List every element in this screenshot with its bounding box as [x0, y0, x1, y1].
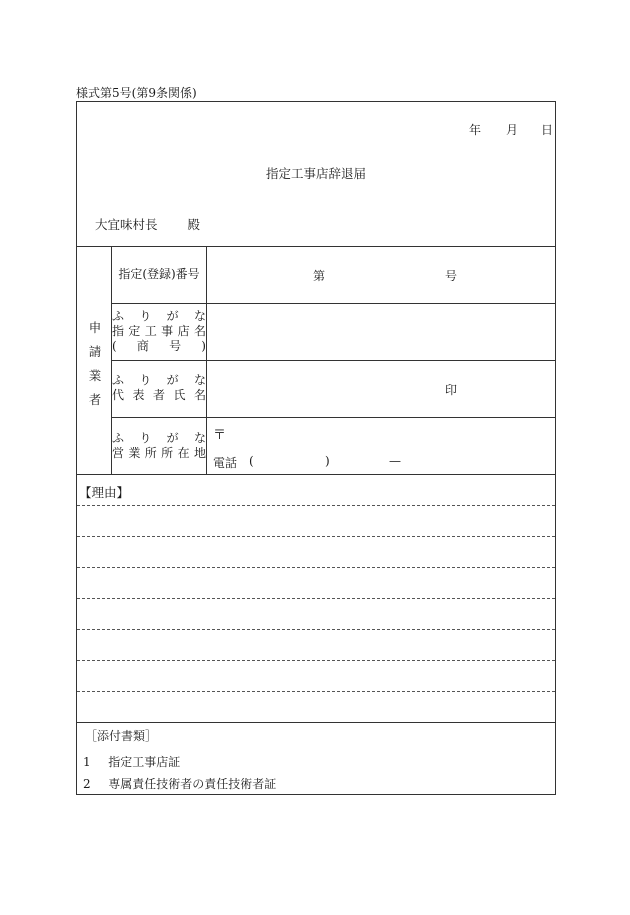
- label-char: 号: [169, 339, 182, 353]
- addressee-name: 大宜味村長: [95, 217, 158, 232]
- form-frame: [76, 101, 556, 795]
- reason-line: [77, 691, 555, 692]
- addressee: [95, 215, 200, 233]
- reg-number-suffix: 号: [445, 269, 458, 283]
- reason-line: [77, 598, 555, 599]
- date-day-label: 日: [541, 123, 554, 137]
- label-row: [112, 446, 206, 461]
- label-char: 所: [144, 446, 157, 460]
- label-char: 店: [177, 324, 190, 338]
- phone-paren-close: ): [325, 454, 330, 468]
- attachments-title: ［添付書類］: [85, 729, 158, 743]
- reason-line: [77, 629, 555, 630]
- reg-number-label: 指定(登録)番号: [118, 267, 200, 281]
- furigana-row: [112, 309, 206, 324]
- reason-header: 【理由】: [79, 485, 130, 500]
- trade-name-row: [112, 339, 206, 354]
- label-char: 者: [152, 388, 165, 402]
- label-char: 工: [144, 324, 157, 338]
- label-char: 名: [193, 324, 206, 338]
- attachment-item: [83, 753, 180, 770]
- addressee-honorific: 殿: [187, 217, 200, 232]
- seal-mark: 印: [445, 383, 458, 397]
- furigana-char: な: [193, 309, 206, 323]
- furigana-row: [112, 373, 206, 388]
- table-top-line: [77, 246, 555, 247]
- attachment-text: 指定工事店証: [108, 755, 181, 769]
- shop-name-label: [112, 309, 206, 354]
- label-char: 定: [128, 324, 141, 338]
- label-char: 事: [161, 324, 174, 338]
- applicant-char: 業: [88, 368, 102, 383]
- attachment-number: 1: [83, 755, 91, 769]
- date-year-label: 年: [469, 123, 482, 137]
- label-char: 業: [128, 446, 141, 460]
- label-char: 代: [112, 388, 125, 402]
- furigana-char: ふ: [112, 431, 125, 445]
- label-char: 所: [161, 446, 174, 460]
- furigana-char: り: [139, 373, 152, 387]
- reg-number-prefix: 第: [313, 269, 326, 283]
- attachment-text: 専属責任技術者の責任技術者証: [108, 777, 277, 791]
- furigana-char: が: [166, 373, 179, 387]
- label-char: 表: [132, 388, 145, 402]
- furigana-char: な: [193, 431, 206, 445]
- reason-line: [77, 536, 555, 537]
- representative-label: [112, 373, 206, 403]
- label-row: [112, 324, 206, 339]
- phone-label: 電話: [213, 456, 238, 470]
- reason-line: [77, 567, 555, 568]
- phone-dash: —: [389, 454, 401, 468]
- attachment-item: [83, 775, 276, 792]
- label-char: 地: [193, 446, 206, 460]
- form-number-label: 様式第5号(第9条関係): [76, 86, 197, 100]
- attachment-number: 2: [83, 777, 91, 791]
- reason-line: [77, 660, 555, 661]
- row-divider: [112, 360, 555, 361]
- attachments-divider: [77, 722, 555, 723]
- label-char: 在: [177, 446, 190, 460]
- paren-open: (: [112, 339, 117, 353]
- furigana-char: ふ: [112, 309, 125, 323]
- table-bottom-line: [77, 474, 555, 475]
- label-char: 名: [193, 388, 206, 402]
- column-divider: [206, 246, 207, 474]
- furigana-char: が: [166, 309, 179, 323]
- label-char: 指: [112, 324, 125, 338]
- reason-line: [77, 505, 555, 506]
- postal-mark: 〒: [213, 428, 227, 443]
- label-char: 営: [112, 446, 125, 460]
- office-address-label: [112, 431, 206, 461]
- applicant-char: 者: [88, 392, 102, 407]
- phone-paren-open: (: [249, 454, 254, 468]
- label-char: 氏: [173, 388, 186, 402]
- paren-close: ): [201, 339, 206, 353]
- document-title: 指定工事店辞退届: [265, 166, 366, 181]
- furigana-char: が: [166, 431, 179, 445]
- row-divider: [112, 303, 555, 304]
- label-char: 商: [136, 339, 149, 353]
- furigana-char: ふ: [112, 373, 125, 387]
- applicant-char: 請: [88, 344, 102, 359]
- furigana-char: な: [193, 373, 206, 387]
- furigana-row: [112, 431, 206, 446]
- row-divider: [112, 417, 555, 418]
- label-row: [112, 388, 206, 403]
- furigana-char: り: [139, 309, 152, 323]
- applicant-char: 申: [88, 320, 102, 335]
- date-month-label: 月: [506, 123, 519, 137]
- furigana-char: り: [139, 431, 152, 445]
